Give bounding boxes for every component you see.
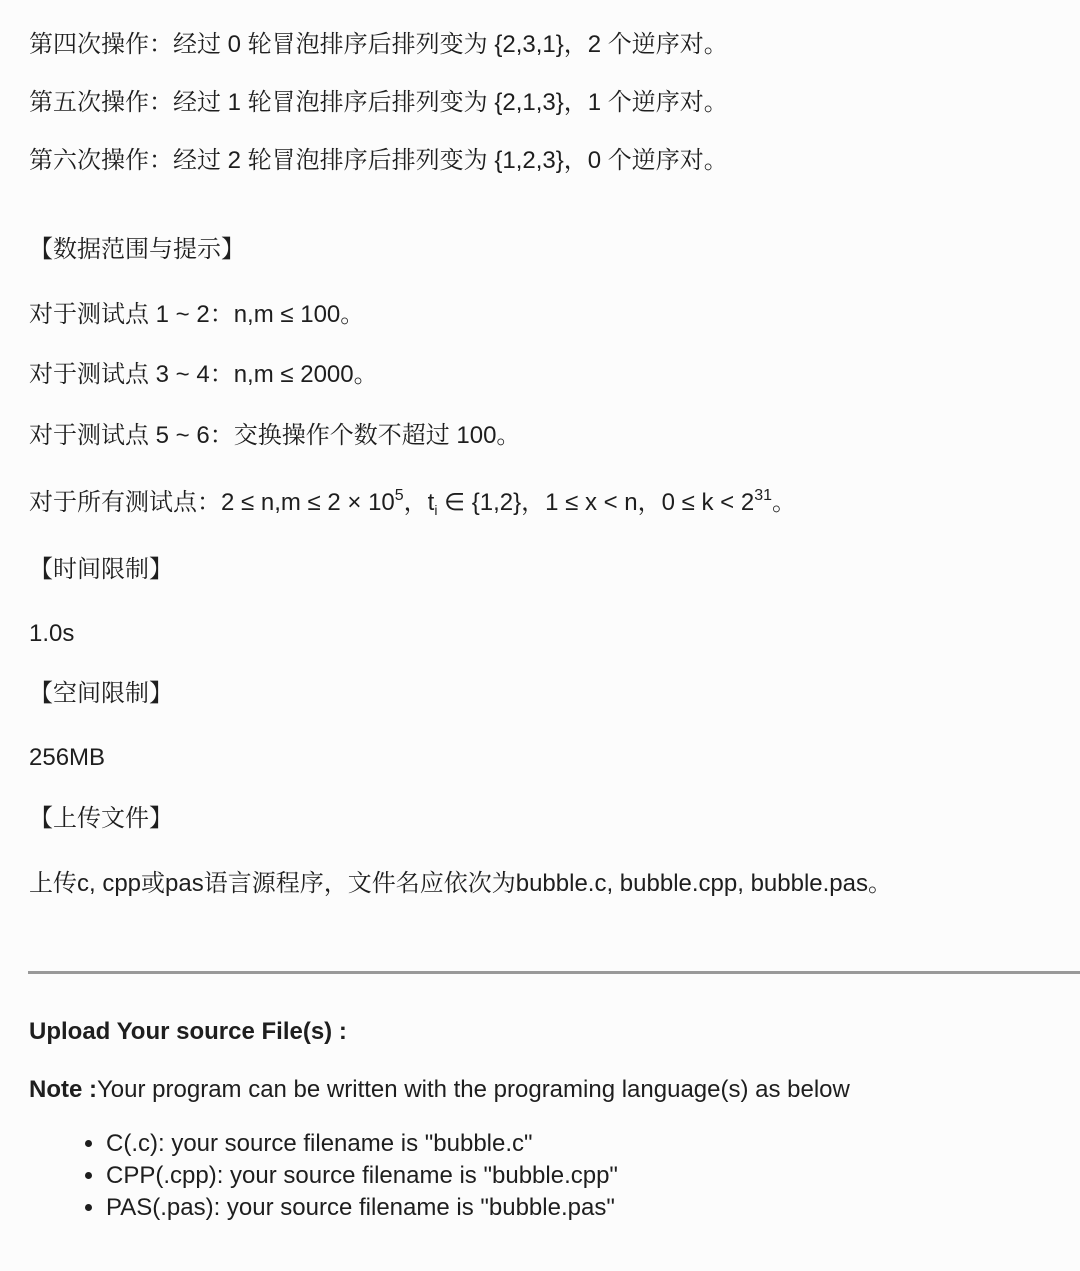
note-text: Your program can be written with the programing language(s) as below bbox=[97, 1076, 850, 1103]
data-range-heading: 【数据范围与提示】 bbox=[29, 236, 245, 263]
language-item-cpp: • CPP(.cpp): your source filename is "bubble.cpp" bbox=[106, 1160, 618, 1192]
language-item-c: • C(.c): your source filename is "bubble.c" bbox=[106, 1128, 618, 1160]
constraint-all-mid1: ，t bbox=[403, 489, 435, 516]
constraint-2: 对于测试点 3 ~ 4：n,m ≤ 2000。 bbox=[29, 361, 378, 388]
exponent: 5 bbox=[394, 487, 404, 504]
time-limit-value: 1.0s bbox=[29, 620, 75, 647]
constraint-3: 对于测试点 5 ~ 6：交换操作个数不超过 100。 bbox=[29, 422, 521, 449]
constraint-all-suffix: 。 bbox=[772, 489, 797, 516]
note-label: Note : bbox=[29, 1076, 97, 1103]
upload-heading: 【上传文件】 bbox=[29, 805, 173, 832]
constraint-all-prefix: 对于所有测试点：2 ≤ n,m ≤ 2 × 10 bbox=[29, 489, 395, 516]
sample-op-4: 第四次操作：经过 0 轮冒泡排序后排列变为 {2,3,1}，2 个逆序对。 bbox=[29, 31, 728, 58]
subscript: i bbox=[434, 502, 438, 518]
constraint-all-mid2: ∈ {1,2}，1 ≤ x < n，0 ≤ k < 2 bbox=[437, 489, 755, 516]
memory-limit-heading: 【空间限制】 bbox=[29, 680, 173, 707]
constraint-1: 对于测试点 1 ~ 2：n,m ≤ 100。 bbox=[29, 301, 365, 328]
exponent: 31 bbox=[754, 487, 773, 504]
note bbox=[29, 1075, 850, 1105]
language-item-pas: • PAS(.pas): your source filename is "bubble.pas" bbox=[106, 1192, 618, 1224]
constraint-all bbox=[29, 488, 796, 518]
divider bbox=[28, 971, 1080, 974]
upload-text: 上传c, cpp或pas语言源程序，文件名应依次为bubble.c, bubble.cpp, bubble.pas。 bbox=[29, 870, 893, 897]
time-limit-heading: 【时间限制】 bbox=[29, 556, 173, 583]
sample-op-5: 第五次操作：经过 1 轮冒泡排序后排列变为 {2,1,3}，1 个逆序对。 bbox=[29, 89, 728, 116]
upload-title: Upload Your source File(s) : bbox=[29, 1018, 347, 1045]
language-list bbox=[0, 1128, 618, 1224]
sample-op-6: 第六次操作：经过 2 轮冒泡排序后排列变为 {1,2,3}，0 个逆序对。 bbox=[29, 147, 728, 174]
memory-limit-value: 256MB bbox=[29, 744, 106, 771]
